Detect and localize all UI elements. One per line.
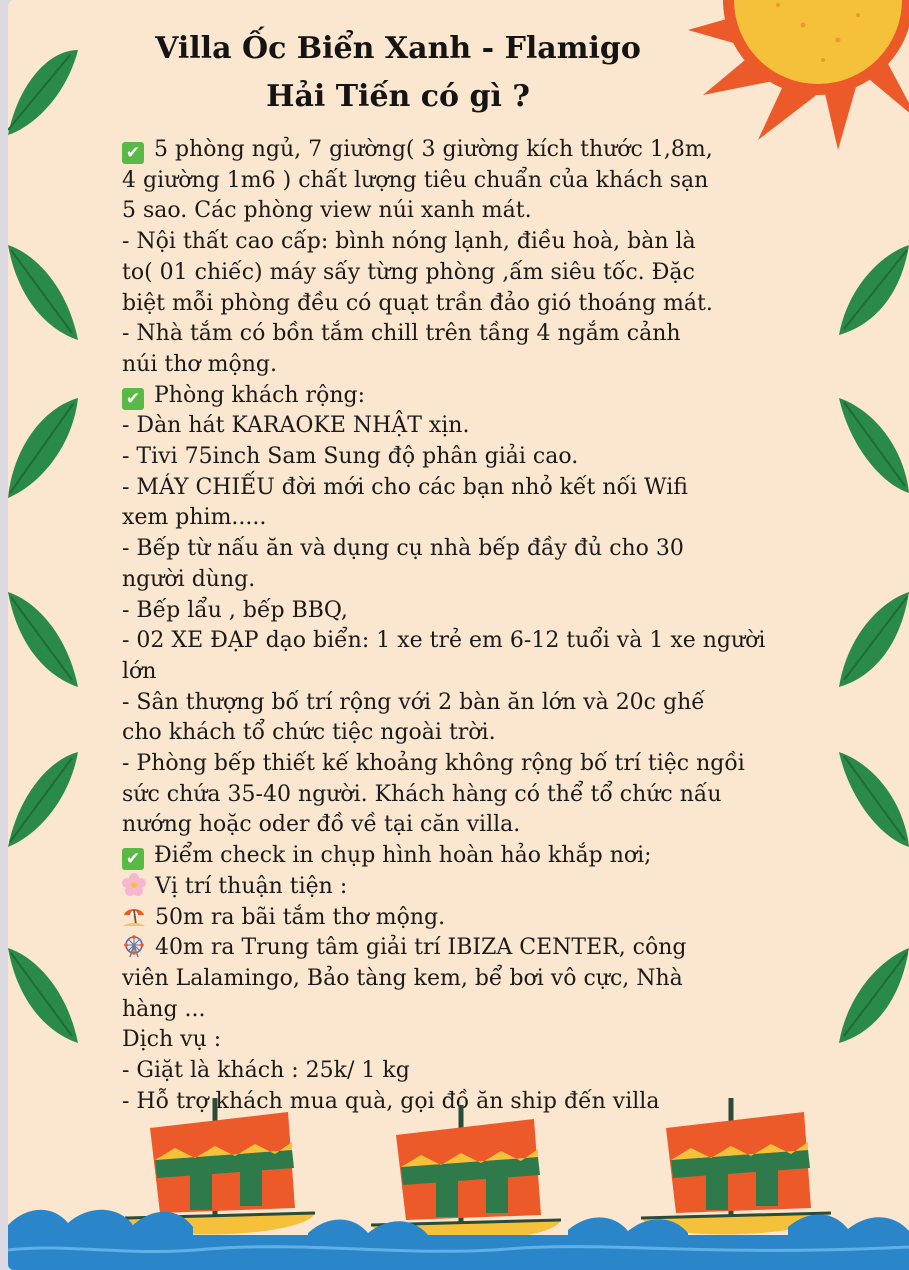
text-line-content: - Tivi 75inch Sam Sung độ phân giải cao. — [122, 444, 579, 470]
poster — [8, 0, 909, 1270]
text-line-content: sức chứa 35-40 người. Khách hàng có thể tổ chức nấu — [122, 781, 722, 807]
text-line-content: người dùng. — [122, 566, 256, 592]
text-line — [122, 749, 832, 780]
text-line-content: - Nội thất cao cấp: bình nóng lạnh, điều hoà, bàn là — [122, 229, 696, 255]
text-line — [122, 1056, 832, 1087]
text-line-content: lớn — [122, 658, 157, 684]
text-line — [122, 596, 832, 627]
text-line-content: viên Lalamingo, Bảo tàng kem, bể bơi vô cực, Nhà — [122, 965, 683, 991]
text-line — [122, 718, 832, 749]
text-line — [122, 903, 832, 934]
leaf-icon — [8, 245, 78, 340]
text-line — [122, 289, 832, 320]
text-line — [122, 626, 832, 657]
text-line-content: Điểm check in chụp hình hoàn hảo khắp nơi; — [154, 843, 652, 869]
text-line-content: - Hỗ trợ khách mua quà, gọi đồ ăn ship đến villa — [122, 1088, 660, 1114]
text-line-content: - Phòng bếp thiết kế khoảng không rộng bố trí tiệc ngồi — [122, 751, 745, 777]
text-line-content: - Giặt là khách : 25k/ 1 kg — [122, 1058, 410, 1084]
text-line-content: núi thơ mộng. — [122, 351, 277, 377]
text-line — [122, 534, 832, 565]
text-line-content: - Sân thượng bố trí rộng với 2 bàn ăn lớn và 20c ghế — [122, 689, 705, 715]
check-mark-icon: ✔ — [122, 848, 144, 870]
text-line-content: nướng hoặc oder đồ về tại căn villa. — [122, 812, 521, 838]
text-line-content: Vị trí thuận tiện : — [155, 873, 348, 899]
beach-umbrella-icon — [122, 904, 146, 928]
leaf-icon — [839, 592, 909, 687]
text-line — [122, 166, 832, 197]
text-line-content: - Bếp lẩu , bếp BBQ, — [122, 597, 348, 623]
leaf-icon — [839, 948, 909, 1043]
text-line — [122, 411, 832, 442]
text-line — [122, 841, 832, 872]
text-line — [122, 196, 832, 227]
text-line — [122, 350, 832, 381]
text-line — [122, 933, 832, 964]
text-line — [122, 442, 832, 473]
text-line-content: 5 sao. Các phòng view núi xanh mát. — [122, 198, 532, 224]
text-line — [122, 780, 832, 811]
text-line-content: 4 giường 1m6 ) chất lượng tiêu chuẩn của khách sạn — [122, 167, 709, 193]
page-title-line-1: Villa Ốc Biển Xanh - Flamigo — [155, 31, 641, 66]
text-line-content: Dịch vụ : — [122, 1027, 222, 1053]
check-mark-icon: ✔ — [122, 142, 144, 164]
leaf-icon — [8, 45, 78, 135]
cherry-blossom-icon — [122, 873, 146, 897]
leaf-icon — [839, 245, 909, 335]
text-line — [122, 473, 832, 504]
text-line-content: - MÁY CHIẾU đời mới cho các bạn nhỏ kết nối Wifi — [122, 474, 688, 500]
text-line — [122, 227, 832, 258]
ferris-wheel-icon — [122, 934, 146, 958]
text-line — [122, 1025, 832, 1056]
text-line-content: xem phim..... — [122, 505, 267, 531]
text-line-content: - 02 XE ĐẠP dạo biển: 1 xe trẻ em 6-12 tuổi và 1 xe người — [122, 628, 766, 654]
text-line — [122, 964, 832, 995]
text-line — [122, 135, 832, 166]
text-line-content: - Bếp từ nấu ăn và dụng cụ nhà bếp đầy đủ cho 30 — [122, 536, 684, 562]
text-line — [122, 872, 832, 903]
content-body — [122, 135, 832, 1118]
text-line — [122, 503, 832, 534]
leaf-icon — [839, 398, 909, 493]
text-line — [122, 565, 832, 596]
leaf-icon — [8, 752, 78, 847]
sea-waves — [8, 1205, 909, 1270]
text-line-content: Phòng khách rộng: — [154, 382, 365, 408]
text-line-content: cho khách tổ chức tiệc ngoài trời. — [122, 720, 496, 746]
leaf-icon — [8, 948, 78, 1043]
check-mark-icon: ✔ — [122, 388, 144, 410]
text-line — [122, 995, 832, 1026]
leaf-icon — [8, 398, 78, 498]
text-line-content: 5 phòng ngủ, 7 giường( 3 giường kích thước 1,8m, — [154, 137, 713, 162]
text-line — [122, 657, 832, 688]
text-line — [122, 381, 832, 412]
text-line — [122, 688, 832, 719]
text-line — [122, 319, 832, 350]
text-line-content: - Dàn hát KARAOKE NHẬT xịn. — [122, 413, 470, 439]
text-line-content: hàng ... — [122, 996, 206, 1022]
text-line — [122, 810, 832, 841]
page-title-line-2: Hải Tiến có gì ? — [266, 79, 530, 114]
text-line — [122, 258, 832, 289]
text-line-content: biệt mỗi phòng đều có quạt trần đảo gió thoáng mát. — [122, 290, 713, 316]
text-line-content: 40m ra Trung tâm giải trí IBIZA CENTER, công — [155, 935, 687, 961]
text-line-content: to( 01 chiếc) máy sấy từng phòng ,ấm siêu tốc. Đặc — [122, 259, 695, 285]
text-line-content: 50m ra bãi tắm thơ mộng. — [155, 904, 446, 930]
text-line-content: - Nhà tắm có bồn tắm chill trên tầng 4 ngắm cảnh — [122, 321, 681, 347]
leaf-icon — [839, 752, 909, 847]
leaf-icon — [8, 592, 78, 687]
